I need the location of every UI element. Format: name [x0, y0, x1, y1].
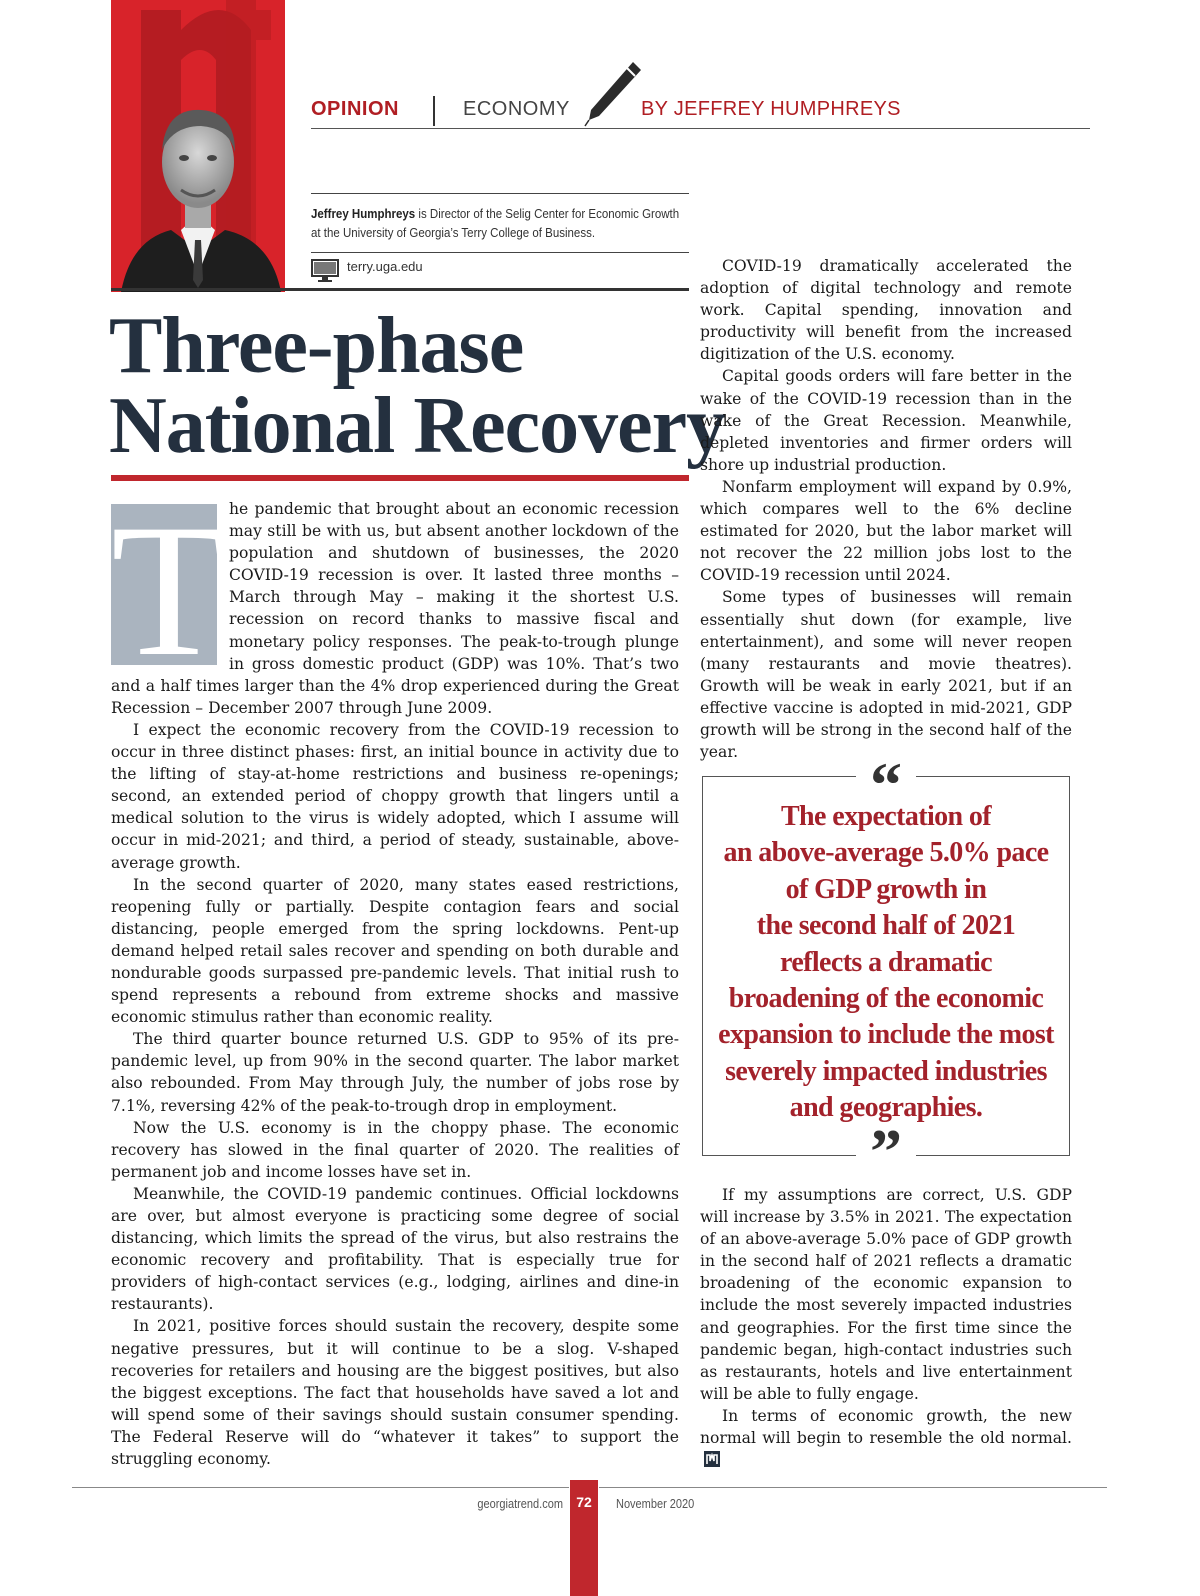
- pull-quote-line: the second half of 2021: [756, 910, 1016, 942]
- article-column-right-bottom: [700, 1184, 1072, 1471]
- paragraph: The third quarter bounce returned U.S. GDP to 95% of its pre-pandemic level, up from 90% in the second quarter. The labor market also rebounded. From May through July, the number of jobs rose by 7.1%, reversing 42% of the peak-to-trough drop in employment.: [111, 1030, 679, 1115]
- title-top-rule: [111, 288, 689, 291]
- paragraph: Capital goods orders will fare better in the wake of the COVID-19 recession than in the wake of the Great Recession. Meanwhile, depleted inventories and firmer orders will shore up industrial production.: [700, 367, 1072, 474]
- category-label: OPINION: [311, 98, 399, 120]
- paragraph: I expect the economic recovery from the COVID-19 recession to occur in three distinct phases: first, an initial bounce in activity due to the lifting of stay-at-home restrictions and business re-openings; second, an extended period of choppy growth that lingers until a medical solution to the virus is widely adopted, which I assume will occur in mid-2021; and third, a period of steady, sustainable, above-average growth.: [111, 720, 679, 872]
- author-bio-text: is Director of the Selig Center for Economic Growth at the University of Georgia’s Terry College of Business.: [311, 207, 680, 240]
- author-portrait: [111, 90, 285, 292]
- end-mark-icon: [704, 1451, 720, 1467]
- pull-quote: [702, 749, 1070, 1187]
- title-line-1: Three-phase: [109, 302, 524, 390]
- pull-quote-text: [703, 799, 1069, 1127]
- title-line-2: National Recovery: [109, 382, 726, 470]
- paragraph: In the second quarter of 2020, many states eased restrictions, reopening fully or partially. Despite contagion fears and social distancing, people emerged from the spring lockdowns. Pent-up demand helped retail sales recover and spending on both durable and nondurable goods surpassed pre-pandemic levels. That initial rush to spend represents a rebound from extreme shocks and massive economic stimulus rather than economic reality.: [111, 875, 679, 1027]
- author-name: Jeffrey Humphreys: [311, 207, 416, 221]
- byline: BY JEFFREY HUMPHREYS: [641, 98, 901, 120]
- monitor-icon: [311, 259, 339, 283]
- website-link[interactable]: terry.uga.edu: [347, 259, 423, 274]
- bio-top-rule: [311, 193, 689, 194]
- paragraph: Some types of businesses will remain essentially shut down (for example, live entertainment), and some will never reopen (many restaurants and movie theatres). Growth will be weak in early 2021, but if an effective vaccine is adopted in mid-2021, GDP growth will be strong in the second half of the year.: [700, 588, 1072, 762]
- footer-issue: November 2020: [616, 1497, 695, 1511]
- pull-quote-line: and geographies.: [789, 1092, 983, 1124]
- pull-quote-line: of GDP growth in: [785, 873, 987, 905]
- paragraph: he pandemic that brought about an economic recession may still be with us, but absent another lockdown of the population and shutdown of businesses, the 2020 COVID-19 recession is over. It lasted three months – March through May – making it the shortest U.S. recession on record thanks to massive fiscal and monetary policy responses. The peak-to-trough plunge in gross domestic product (GDP) was 10%. That’s two and a half times larger than the 4% drop experienced during the Great Recession – December 2007 through June 2009.: [111, 500, 679, 717]
- footer-site: georgiatrend.com: [477, 1497, 563, 1511]
- pull-quote-line: severely impacted industries: [725, 1055, 1047, 1087]
- close-quote-mark: ”: [856, 1132, 916, 1172]
- pull-quote-line: broadening of the economic: [728, 983, 1044, 1015]
- pull-quote-line: The expectation of: [780, 801, 992, 832]
- paragraph: If my assumptions are correct, U.S. GDP will increase by 3.5% in 2021. The expectation of an above-average 5.0% pace of GDP growth in the second half of 2021 reflects a dramatic broadening of the economic expansion to include the most severely impacted industries and geographies. For the first time since the pandemic began, high-contact industries such as restaurants, hotels and live entertainment will be able to fully engage.: [700, 1186, 1072, 1403]
- header-divider: [433, 96, 435, 126]
- paragraph: Nonfarm employment will expand by 0.9%, which compares well to the 6% decline estimated for 2020, but the labor market will not recover the 22 million jobs lost to the COVID-19 recession until 2024.: [700, 477, 1072, 585]
- pull-quote-line: an above-average 5.0% pace: [723, 837, 1049, 869]
- paragraph: Meanwhile, the COVID-19 pandemic continues. Official lockdowns are over, but almost everyone is practicing some degree of social distancing, which limits the spread of the virus, but also restrains the economic recovery and profitability. That is especially true for providers of high-contact services (e.g., lodging, airlines and dine-in restaurants).: [111, 1184, 679, 1314]
- paragraph: [700, 1405, 1072, 1471]
- page-number: 72: [570, 1480, 598, 1596]
- article-column-right-top: [700, 255, 1072, 763]
- footer-rule-left: [72, 1487, 569, 1488]
- pull-quote-line: reflects a dramatic: [780, 946, 992, 978]
- title-underline: [111, 475, 689, 481]
- paragraph-text: In terms of economic growth, the new normal will begin to resemble the old normal.: [700, 1406, 1072, 1448]
- paragraph: COVID-19 dramatically accelerated the adoption of digital technology and remote work. Capital spending, innovation and productivity will benefit from the increased digitization of the U.S. economy.: [700, 257, 1072, 364]
- author-photo-block: [111, 0, 285, 292]
- paragraph: In 2021, positive forces should sustain the recovery, despite some negative pressures, but it will continue to be a slog. V-shaped recoveries for retailers and housing are the biggest positives, but also the biggest exceptions. The fact that households have saved a lot and will spend some of their savings should sustain consumer spending. The Federal Reserve will do “whatever it takes” to support the struggling economy.: [111, 1317, 679, 1469]
- pen-icon: [583, 58, 643, 128]
- pull-quote-line: expansion to include the most: [718, 1019, 1054, 1051]
- article-header: [311, 96, 1090, 129]
- paragraph: Now the U.S. economy is in the choppy phase. The economic recovery has slowed in the final quarter of 2020. The realities of permanent job and income losses have set in.: [111, 1118, 679, 1181]
- bio-bottom-rule: [311, 252, 689, 253]
- article-title: [109, 302, 726, 470]
- open-quote-mark: “: [856, 755, 916, 795]
- section-label: ECONOMY: [463, 98, 570, 120]
- footer-rule-right: [599, 1487, 1107, 1488]
- drop-cap: T: [111, 486, 228, 696]
- article-column-left: [111, 486, 679, 1470]
- author-bio: [311, 205, 688, 243]
